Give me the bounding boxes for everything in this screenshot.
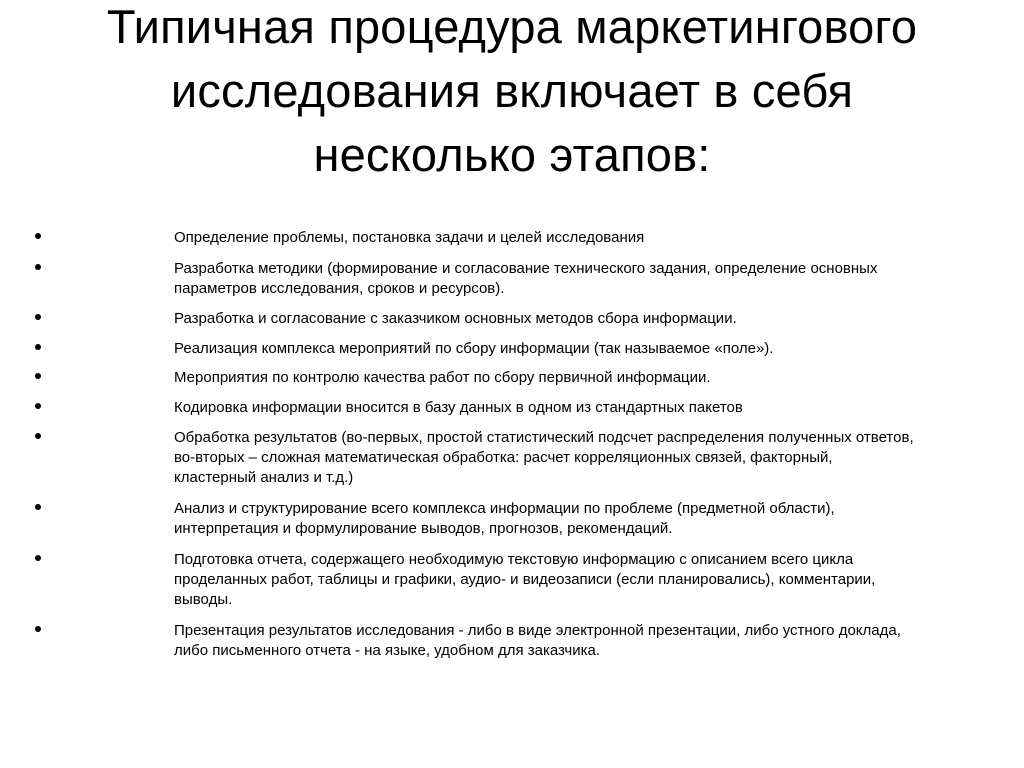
bullet-icon [35, 344, 41, 350]
list-item-text: Подготовка отчета, содержащего необходимую текстовую информацию с описанием всего цикла проделанных работ, таблицы и графики, аудио- и видеозаписи (если планировались), комментарии, выводы. [174, 551, 876, 608]
list-item-text: Презентация результатов исследования - либо в виде электронной презентации, либо устного доклада, либо письменного отчета - на языке, удобном для заказчика. [174, 622, 901, 659]
bullet-icon [35, 373, 41, 379]
list-item-text: Анализ и структурирование всего комплекса информации по проблеме (предметной области), интерпретация и формулирование выводов, прогнозов, рекомендаций. [174, 500, 835, 537]
bullet-icon [35, 233, 41, 239]
list-item-text: Разработка и согласование с заказчиком основных методов сбора информации. [174, 310, 737, 327]
slide-title: Типичная процедура маркетингового исследования включает в себя несколько этапов: [106, 0, 918, 181]
bullet-icon [35, 504, 41, 510]
list-item-text: Кодировка информации вносится в базу данных в одном из стандартных пакетов [174, 399, 743, 416]
bullet-icon [35, 403, 41, 409]
list-item-text: Обработка результатов (во-первых, простой статистический подсчет распределения полученных ответов, во-вторых – сложная математическая обработка: расчет корреляционных связей, факторный, кластерный анализ и т.д.) [174, 429, 914, 486]
bullet-icon [35, 433, 41, 439]
list-item-text: Реализация комплекса мероприятий по сбору информации (так называемое «поле»). [174, 340, 774, 357]
list-item-text: Разработка методики (формирование и согласование технического задания, определение основных параметров исследования, сроков и ресурсов). [174, 260, 878, 297]
list-item-text: Определение проблемы, постановка задачи и целей исследования [174, 229, 645, 246]
bullet-icon [35, 555, 41, 561]
bullet-icon [35, 264, 41, 270]
bullet-icon [35, 314, 41, 320]
list-item-text: Мероприятия по контролю качества работ по сбору первичной информации. [174, 369, 711, 386]
bullet-icon [35, 626, 41, 632]
